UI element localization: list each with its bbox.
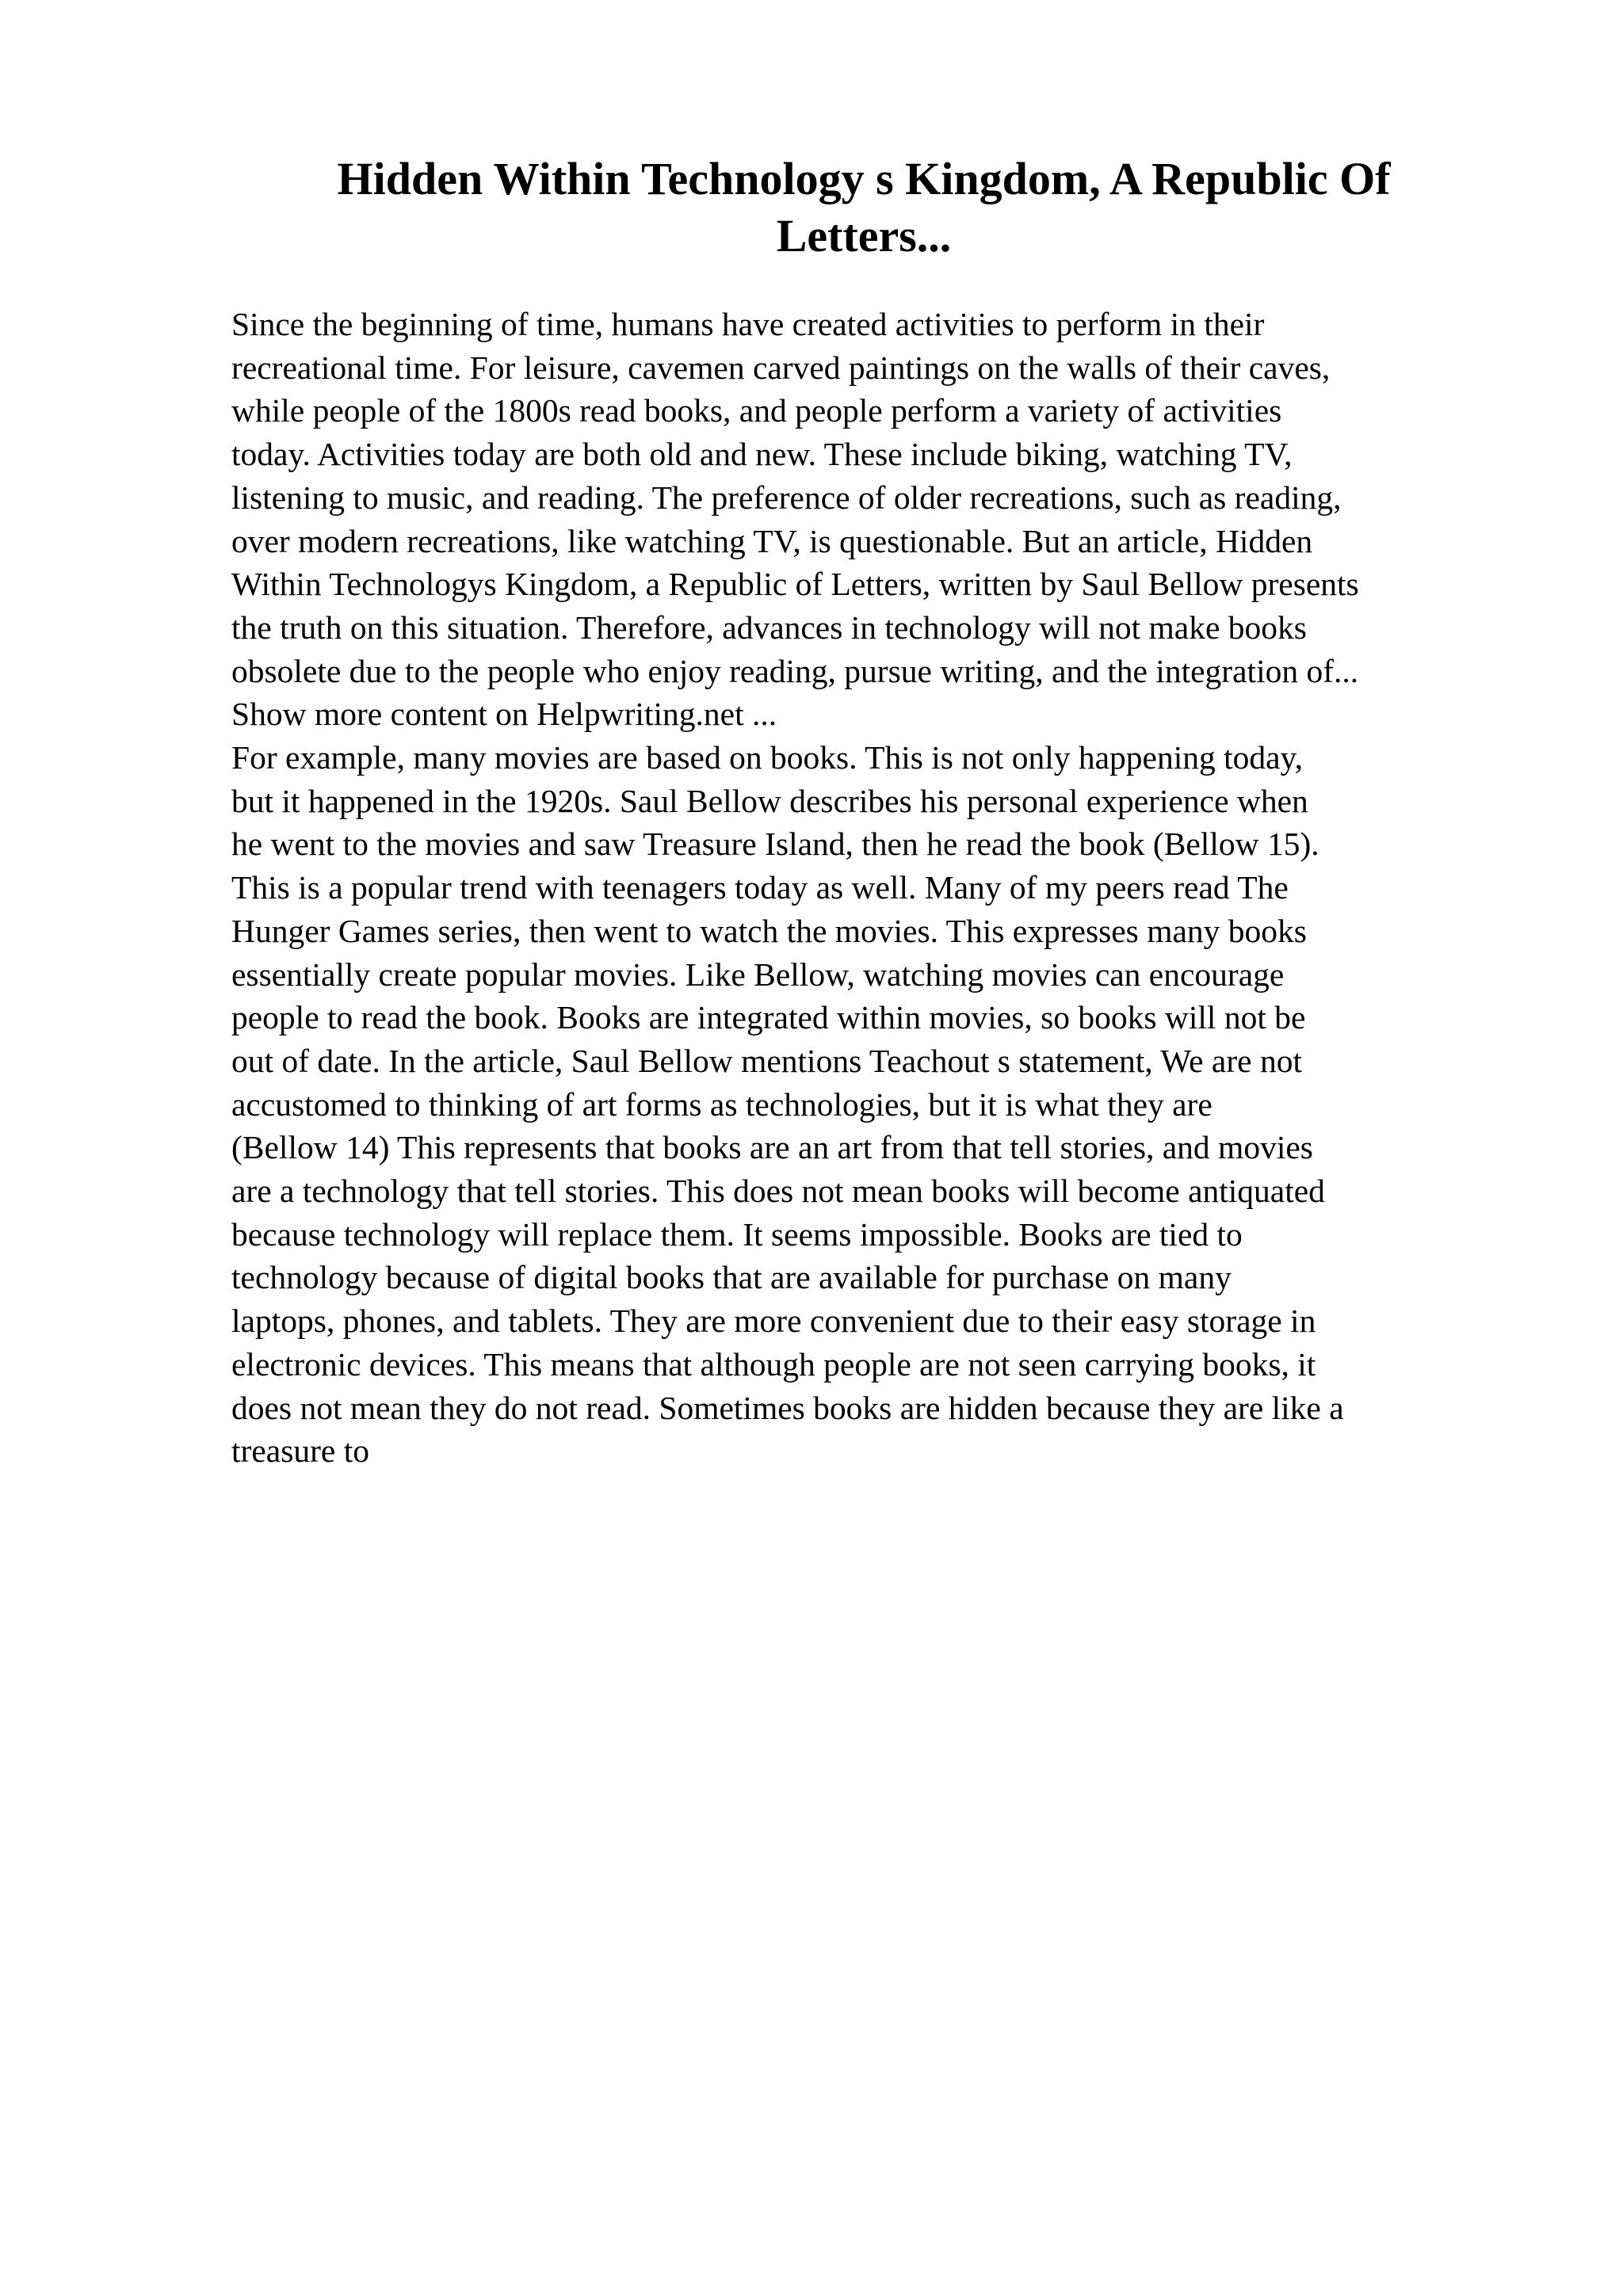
body-line: For example, many movies are based on books. This is not only happening today, bbox=[231, 739, 1303, 776]
body-line: because technology will replace them. It seems impossible. Books are tied to bbox=[231, 1215, 1243, 1253]
body-line: technology because of digital books that are available for purchase on many bbox=[231, 1259, 1232, 1296]
document-title bbox=[230, 151, 1498, 265]
body-line: Within Technologys Kingdom, a Republic of Letters, written by Saul Bellow presents bbox=[231, 566, 1359, 603]
body-line: listening to music, and reading. The preference of older recreations, such as reading, bbox=[231, 479, 1342, 516]
body-line: the truth on this situation. Therefore, advances in technology will not make books bbox=[231, 608, 1307, 646]
body-line: This is a popular trend with teenagers today as well. Many of my peers read The bbox=[231, 869, 1289, 906]
body-line: over modern recreations, like watching TV, is questionable. But an article, Hidden bbox=[231, 522, 1313, 559]
title-line: Hidden Within Technology s Kingdom, A Republic Of bbox=[337, 153, 1391, 204]
body-line: electronic devices. This means that although people are not seen carrying books, it bbox=[231, 1345, 1316, 1383]
body-line: treasure to bbox=[231, 1432, 369, 1470]
body-line: laptops, phones, and tablets. They are more convenient due to their easy storage in bbox=[231, 1302, 1316, 1340]
body-line: Since the beginning of time, humans have created activities to perform in their bbox=[231, 306, 1265, 342]
body-line: Hunger Games series, then went to watch the movies. This expresses many books bbox=[231, 912, 1307, 949]
body-line: obsolete due to the people who enjoy reading, pursue writing, and the integration of... bbox=[231, 652, 1359, 689]
title-line: Letters... bbox=[776, 210, 952, 261]
body-line: accustomed to thinking of art forms as technologies, but it is what they are bbox=[231, 1085, 1212, 1123]
body-line: today. Activities today are both old and new. These include biking, watching TV, bbox=[231, 436, 1293, 473]
show-more-line: Show more content on Helpwriting.net ... bbox=[231, 696, 777, 733]
document-body bbox=[231, 303, 1515, 1473]
body-line: essentially create popular movies. Like Bellow, watching movies can encourage bbox=[231, 955, 1285, 993]
body-line: but it happened in the 1920s. Saul Bellow describes his personal experience when bbox=[231, 782, 1308, 819]
body-line: recreational time. For leisure, cavemen carved paintings on the walls of their caves, bbox=[231, 349, 1331, 386]
body-line: people to read the book. Books are integrated within movies, so books will not be bbox=[231, 999, 1306, 1036]
body-line: (Bellow 14) This represents that books are an art from that tell stories, and movies bbox=[231, 1129, 1313, 1166]
body-line: he went to the movies and saw Treasure Island, then he read the book (Bellow 15). bbox=[231, 826, 1319, 863]
body-line: while people of the 1800s read books, and people perform a variety of activities bbox=[231, 392, 1282, 429]
body-line: are a technology that tell stories. This does not mean books will become antiquated bbox=[231, 1173, 1325, 1210]
body-line: does not mean they do not read. Sometimes books are hidden because they are like a bbox=[231, 1389, 1344, 1426]
body-line: out of date. In the article, Saul Bellow mentions Teachout s statement, We are not bbox=[231, 1042, 1302, 1079]
